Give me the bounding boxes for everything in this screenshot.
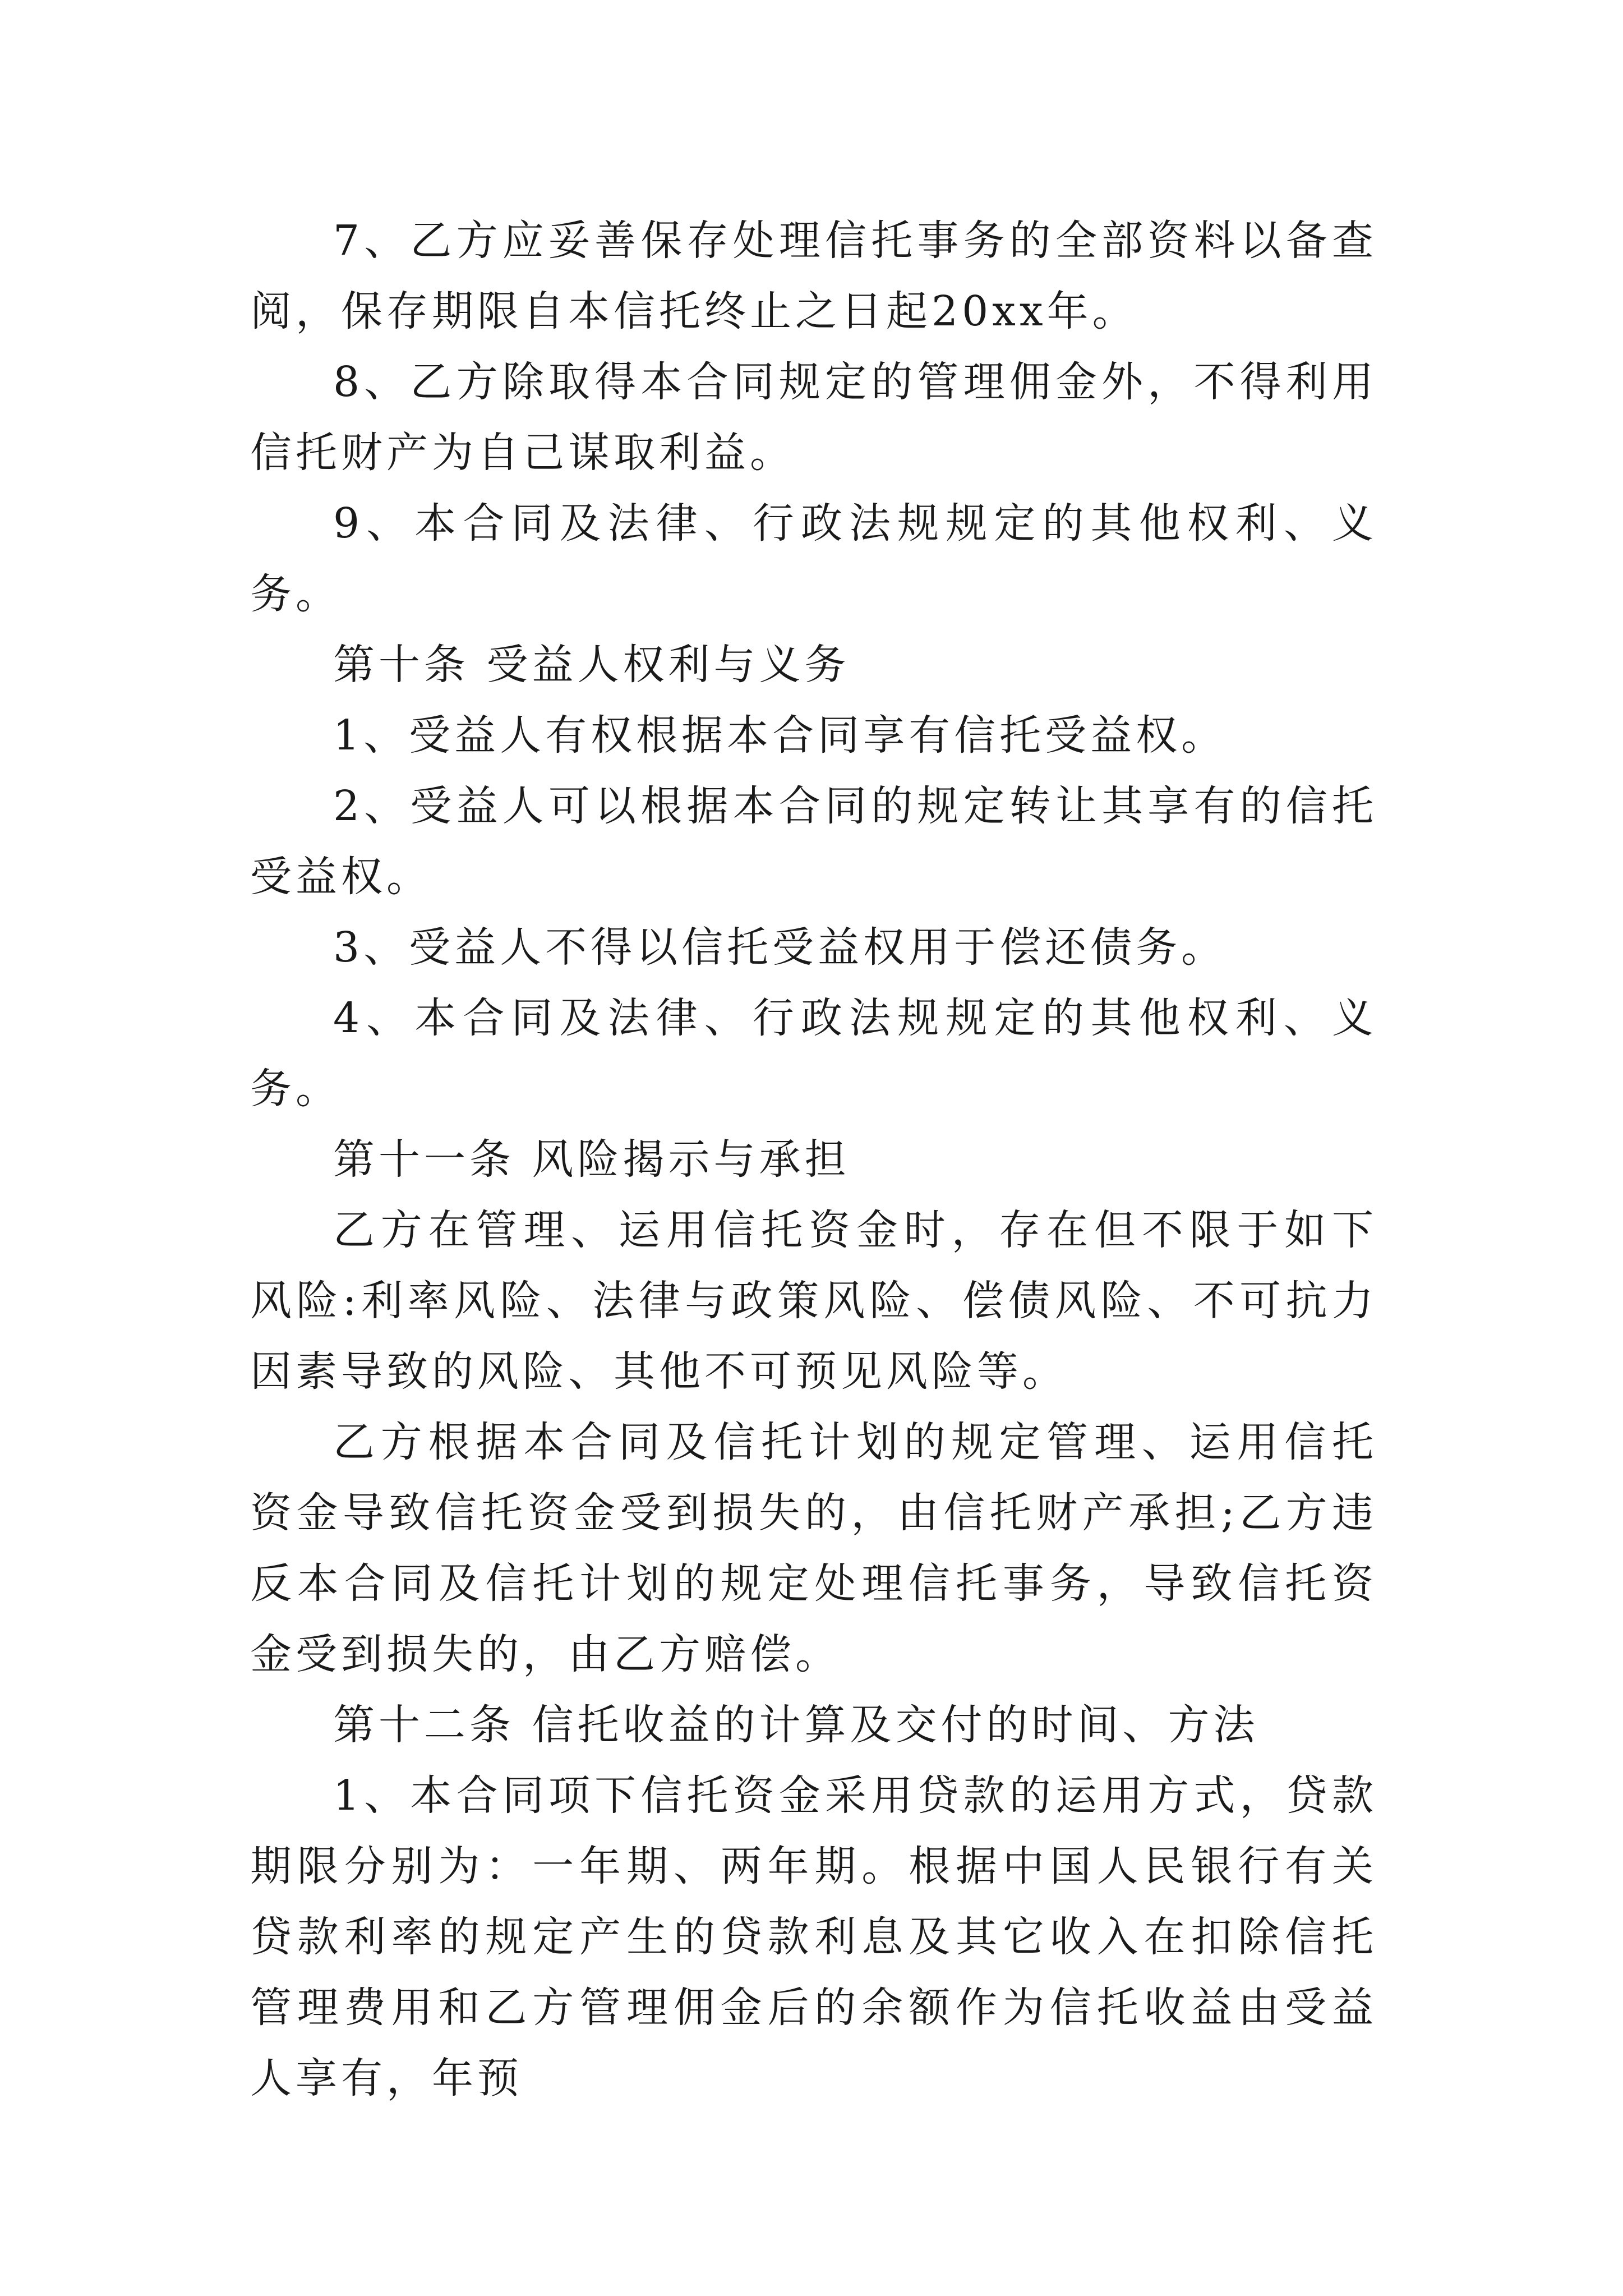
paragraph-beneficiary-2: 2、受益人可以根据本合同的规定转让其享有的信托受益权。 [250,782,1377,901]
document-body [250,205,1377,2114]
section-heading-article-12: 第十二条 信托收益的计算及交付的时间、方法 [333,1701,1259,1749]
paragraph-beneficiary-4: 4、本合同及法律、行政法规规定的其他权利、义务。 [250,994,1377,1113]
paragraph-clause-9: 9、本合同及法律、行政法规规定的其他权利、义务。 [250,499,1377,618]
paragraph-beneficiary-1: 1、受益人有权根据本合同享有信托受益权。 [333,711,1227,760]
paragraph-income-calculation-1: 1、本合同项下信托资金采用贷款的运用方式，贷款期限分别为：一年期、两年期。根据中国人民银行有关贷款利率的规定产生的贷款利息及其它收入在扣除信托管理费用和乙方管理佣金后的余额作为信托收益由受益人享有，年预 [250,1772,1377,2102]
paragraph-clause-7: 7、乙方应妥善保存处理信托事务的全部资料以备查阅，保存期限自本信托终止之日起20xx年。 [250,217,1377,335]
paragraph-clause-8: 8、乙方除取得本合同规定的管理佣金外，不得利用信托财产为自己谋取利益。 [250,358,1377,477]
paragraph-risk-disclosure: 乙方在管理、运用信托资金时，存在但不限于如下风险:利率风险、法律与政策风险、偿债风险、不可抗力因素导致的风险、其他不可预见风险等。 [250,1206,1377,1396]
paragraph-risk-liability: 乙方根据本合同及信托计划的规定管理、运用信托资金导致信托资金受到损失的，由信托财产承担;乙方违反本合同及信托计划的规定处理信托事务，导致信托资金受到损失的，由乙方赔偿。 [250,1418,1377,1678]
section-heading-article-10: 第十条 受益人权利与义务 [333,641,850,689]
section-heading-article-11: 第十一条 风险揭示与承担 [333,1135,850,1184]
paragraph-beneficiary-3: 3、受益人不得以信托受益权用于偿还债务。 [333,923,1227,972]
